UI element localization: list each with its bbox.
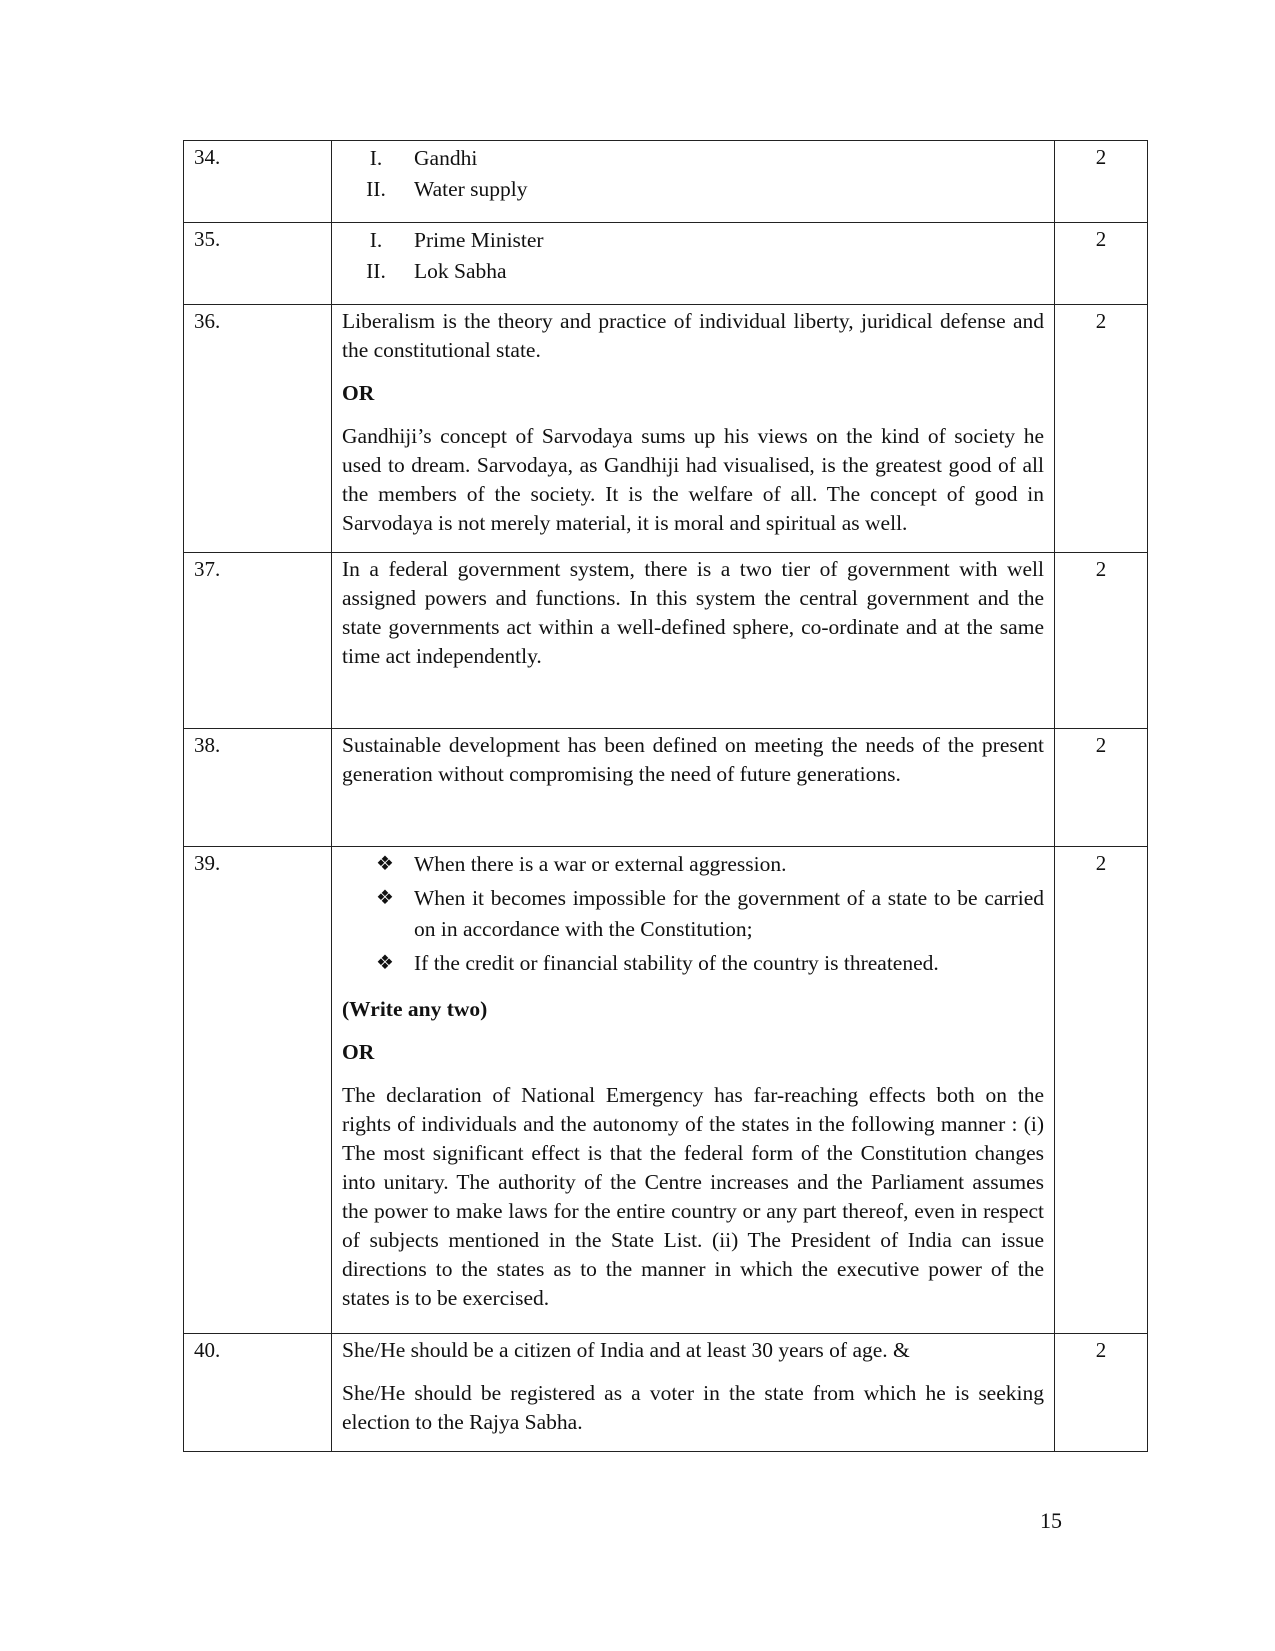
roman-numeral: I. <box>369 146 383 170</box>
list-item-text: Water supply <box>414 177 528 201</box>
list-item <box>342 174 1044 205</box>
diamond-bullet-icon: ❖ <box>376 853 394 875</box>
list-item-text: Gandhi <box>414 146 478 170</box>
roman-list <box>342 225 1044 287</box>
roman-numeral: I. <box>369 228 383 252</box>
answer-cell <box>332 553 1055 729</box>
answer-row-35 <box>184 223 1148 305</box>
question-number: 39. <box>184 847 332 1334</box>
answer-cell <box>332 729 1055 847</box>
marks: 2 <box>1055 141 1148 223</box>
answer-paragraph: She/He should be a citizen of India and at least 30 years of age. & <box>342 1338 910 1362</box>
answer-row-34 <box>184 141 1148 223</box>
diamond-bullet-icon: ❖ <box>376 952 394 974</box>
question-number: 34. <box>184 141 332 223</box>
answer-paragraph: Sustainable development has been defined on meeting the needs of the present generation without compromising the need of future generations. <box>342 733 1044 786</box>
list-item <box>342 849 1044 880</box>
list-item-text: Prime Minister <box>414 228 544 252</box>
marks: 2 <box>1055 729 1148 847</box>
roman-list <box>342 143 1044 205</box>
answer-cell <box>332 223 1055 305</box>
or-label: OR <box>342 1040 375 1064</box>
list-item-text: When there is a war or external aggression. <box>414 852 787 876</box>
diamond-bullet-icon: ❖ <box>376 887 394 909</box>
marks: 2 <box>1055 847 1148 1334</box>
list-item-text: When it becomes impossible for the government of a state to be carried on in accordance with the Constitution; <box>414 886 1044 941</box>
answer-row-39 <box>184 847 1148 1334</box>
roman-numeral: II. <box>366 259 386 283</box>
answer-paragraph: Gandhiji’s concept of Sarvodaya sums up his views on the kind of society he used to dream. Sarvodaya, as Gandhiji had visualised, is the greatest good of all the members of the society. It is the welfare of all. The concept of good in Sarvodaya is not merely material, it is moral and spiritual as well. <box>342 424 1044 535</box>
answer-paragraph: Liberalism is the theory and practice of individual liberty, juridical defense and the constitutional state. <box>342 309 1044 362</box>
marks: 2 <box>1055 223 1148 305</box>
answer-row-40 <box>184 1334 1148 1452</box>
answer-paragraph: In a federal government system, there is a two tier of government with well assigned powers and functions. In this system the central government and the state governments act within a well-defined sphere, co-ordinate and at the same time act independently. <box>342 557 1044 668</box>
answer-key-table <box>183 140 1148 1452</box>
answer-cell <box>332 847 1055 1334</box>
answer-row-38 <box>184 729 1148 847</box>
or-label: OR <box>342 381 375 405</box>
list-item <box>342 256 1044 287</box>
list-item <box>342 143 1044 174</box>
question-number: 37. <box>184 553 332 729</box>
list-item <box>342 883 1044 945</box>
question-number: 38. <box>184 729 332 847</box>
answer-paragraph: She/He should be registered as a voter in the state from which he is seeking election to the Rajya Sabha. <box>342 1381 1044 1434</box>
marks: 2 <box>1055 1334 1148 1452</box>
bullet-list <box>342 849 1044 979</box>
marks: 2 <box>1055 305 1148 553</box>
list-item <box>342 225 1044 256</box>
question-number: 40. <box>184 1334 332 1452</box>
list-item-text: If the credit or financial stability of the country is threatened. <box>414 951 939 975</box>
page-number: 15 <box>1040 1508 1062 1533</box>
answer-cell <box>332 305 1055 553</box>
marks: 2 <box>1055 553 1148 729</box>
roman-numeral: II. <box>366 177 386 201</box>
answer-paragraph: The declaration of National Emergency has far-reaching effects both on the rights of individuals and the autonomy of the states in the following manner : (i) The most significant effect is that the federal form of the Constitution changes into unitary. The authority of the Centre increases and the Parliament assumes the power to make laws for the entire country or any part thereof, even in respect of subjects mentioned in the State List. (ii) The President of India can issue directions to the states as to the manner in which the executive power of the states is to be exercised. <box>342 1083 1044 1310</box>
answer-row-37 <box>184 553 1148 729</box>
answer-row-36 <box>184 305 1148 553</box>
write-any-two-note: (Write any two) <box>342 997 488 1021</box>
list-item-text: Lok Sabha <box>414 259 507 283</box>
list-item <box>342 948 1044 979</box>
question-number: 36. <box>184 305 332 553</box>
question-number: 35. <box>184 223 332 305</box>
answer-cell <box>332 141 1055 223</box>
answer-cell <box>332 1334 1055 1452</box>
